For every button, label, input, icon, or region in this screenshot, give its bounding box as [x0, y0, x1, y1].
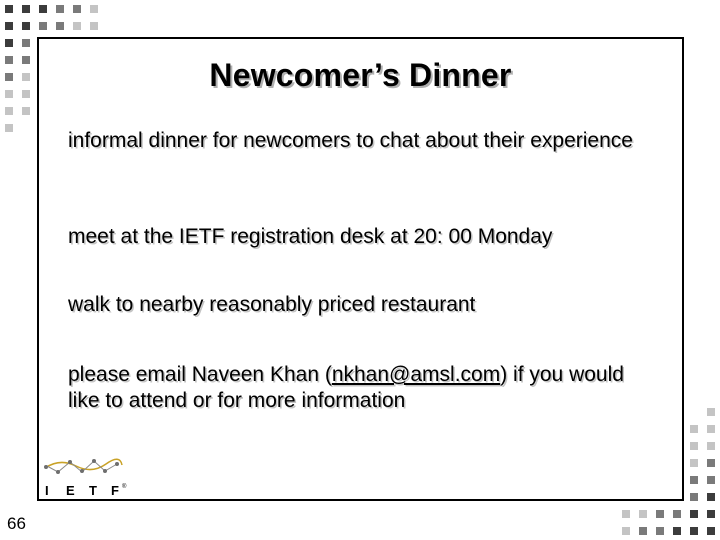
page-number: 66	[7, 514, 26, 533]
decorative-dot	[690, 459, 698, 467]
decorative-dot	[90, 22, 98, 30]
decorative-dot	[707, 510, 715, 518]
bullet-text-after-email: ) if you would like to attend or for more information	[68, 363, 624, 412]
decorative-dot	[5, 73, 13, 81]
decorative-dot	[56, 22, 64, 30]
bullet-item-walk-to-restaurant: walk to nearby reasonably priced restaurant	[68, 293, 476, 316]
decorative-dot	[690, 442, 698, 450]
decorative-dot	[5, 39, 13, 47]
decorative-dot	[5, 90, 13, 98]
decorative-dot	[707, 493, 715, 501]
logo-letter-f: F	[111, 483, 119, 498]
logo-letter-i: I	[45, 483, 49, 498]
decorative-dot	[639, 527, 647, 535]
decorative-dot	[673, 510, 681, 518]
decorative-dot	[656, 527, 664, 535]
decorative-dot	[22, 5, 30, 13]
decorative-dot	[690, 527, 698, 535]
decorative-dot	[707, 527, 715, 535]
decorative-dot	[690, 493, 698, 501]
decorative-dot	[656, 510, 664, 518]
decorative-dot	[690, 476, 698, 484]
decorative-dot	[90, 5, 98, 13]
decorative-dot	[690, 425, 698, 433]
decorative-dot	[56, 5, 64, 13]
ietf-logo	[42, 452, 132, 500]
bullet-item-email-contact	[68, 362, 658, 414]
decorative-dot	[639, 510, 647, 518]
decorative-dot	[622, 527, 630, 535]
decorative-dot	[5, 107, 13, 115]
email-link[interactable]: nkhan@amsl.com	[331, 363, 501, 386]
decorative-dot	[39, 22, 47, 30]
logo-letter-t: T	[89, 483, 97, 498]
decorative-dot	[73, 5, 81, 13]
decorative-dot	[622, 510, 630, 518]
slide-title: Newcomer’s Dinner	[209, 57, 512, 93]
decorative-dot	[22, 22, 30, 30]
decorative-dot	[22, 73, 30, 81]
decorative-dot	[707, 476, 715, 484]
logo-letter-e: E	[66, 483, 75, 498]
decorative-dot	[5, 124, 13, 132]
decorative-dot	[22, 39, 30, 47]
bullet-item-meeting-point: meet at the IETF registration desk at 20: 00 Monday	[68, 225, 553, 248]
decorative-dot	[39, 5, 47, 13]
decorative-dot	[5, 5, 13, 13]
bullet-item-informal-dinner: informal dinner for newcomers to chat about their experience	[68, 129, 633, 152]
decorative-dot	[73, 22, 81, 30]
decorative-dot	[673, 527, 681, 535]
decorative-dot	[707, 459, 715, 467]
decorative-dot	[5, 22, 13, 30]
slide-content-frame	[37, 37, 684, 501]
decorative-dot	[690, 510, 698, 518]
decorative-dot	[22, 90, 30, 98]
decorative-dot	[707, 408, 715, 416]
decorative-dot	[5, 56, 13, 64]
decorative-dot	[707, 442, 715, 450]
decorative-dot	[707, 425, 715, 433]
decorative-dot	[22, 56, 30, 64]
registered-mark: ®	[122, 484, 127, 490]
bullet-text-before-email: please email Naveen Khan (	[68, 363, 332, 386]
decorative-dot	[22, 107, 30, 115]
